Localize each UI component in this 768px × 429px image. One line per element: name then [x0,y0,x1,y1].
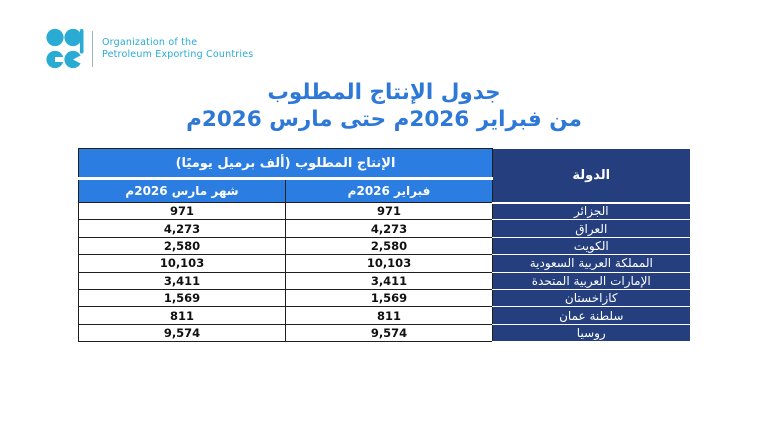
table-row [79,220,690,237]
february-value-cell: 4,273 [286,220,493,237]
march-value-cell: 4,273 [79,220,286,237]
february-value-cell: 3,411 [286,272,493,289]
opec-brand [46,28,253,70]
country-cell: كازاخستان [493,289,690,306]
march-column-header: شهر مارس 2026م [79,179,286,203]
opec-logo-icon [46,28,84,70]
brand-divider [92,31,93,67]
country-cell: الكويت [493,237,690,254]
country-cell: المملكة العربية السعودية [493,255,690,272]
production-merged-header: الإنتاج المطلوب (ألف برميل يوميًا) [79,149,493,179]
table-row [79,324,690,341]
march-value-cell: 971 [79,203,286,220]
february-value-cell: 811 [286,307,493,324]
table-row [79,255,690,272]
country-cell: العراق [493,220,690,237]
country-cell: الجزائر [493,203,690,220]
production-table [78,148,690,342]
page-title [0,79,768,133]
february-value-cell: 9,574 [286,324,493,341]
country-cell: الإمارات العربية المتحدة [493,272,690,289]
february-column-header: فبراير 2026م [286,179,493,203]
table-row [79,272,690,289]
february-value-cell: 10,103 [286,255,493,272]
table-row [79,237,690,254]
table-row [79,289,690,306]
february-value-cell: 2,580 [286,237,493,254]
february-value-cell: 1,569 [286,289,493,306]
production-table-wrap [78,148,689,342]
march-value-cell: 2,580 [79,237,286,254]
org-name-line1: Organization of the [102,36,198,48]
march-value-cell: 811 [79,307,286,324]
march-value-cell: 1,569 [79,289,286,306]
org-name [102,37,253,62]
org-name-line2: Petroleum Exporting Countries [102,49,254,60]
page-title-line2: من فبراير 2026م حتى مارس 2026م [186,107,582,132]
march-value-cell: 9,574 [79,324,286,341]
february-value-cell: 971 [286,203,493,220]
march-value-cell: 3,411 [79,272,286,289]
country-cell: سلطنة عمان [493,307,690,324]
country-column-header: الدولة [493,149,690,203]
march-value-cell: 10,103 [79,255,286,272]
table-row [79,307,690,324]
table-body [79,203,690,342]
country-cell: روسيا [493,324,690,341]
page-title-line1: جدول الإنتاج المطلوب [267,80,501,105]
table-row [79,203,690,220]
